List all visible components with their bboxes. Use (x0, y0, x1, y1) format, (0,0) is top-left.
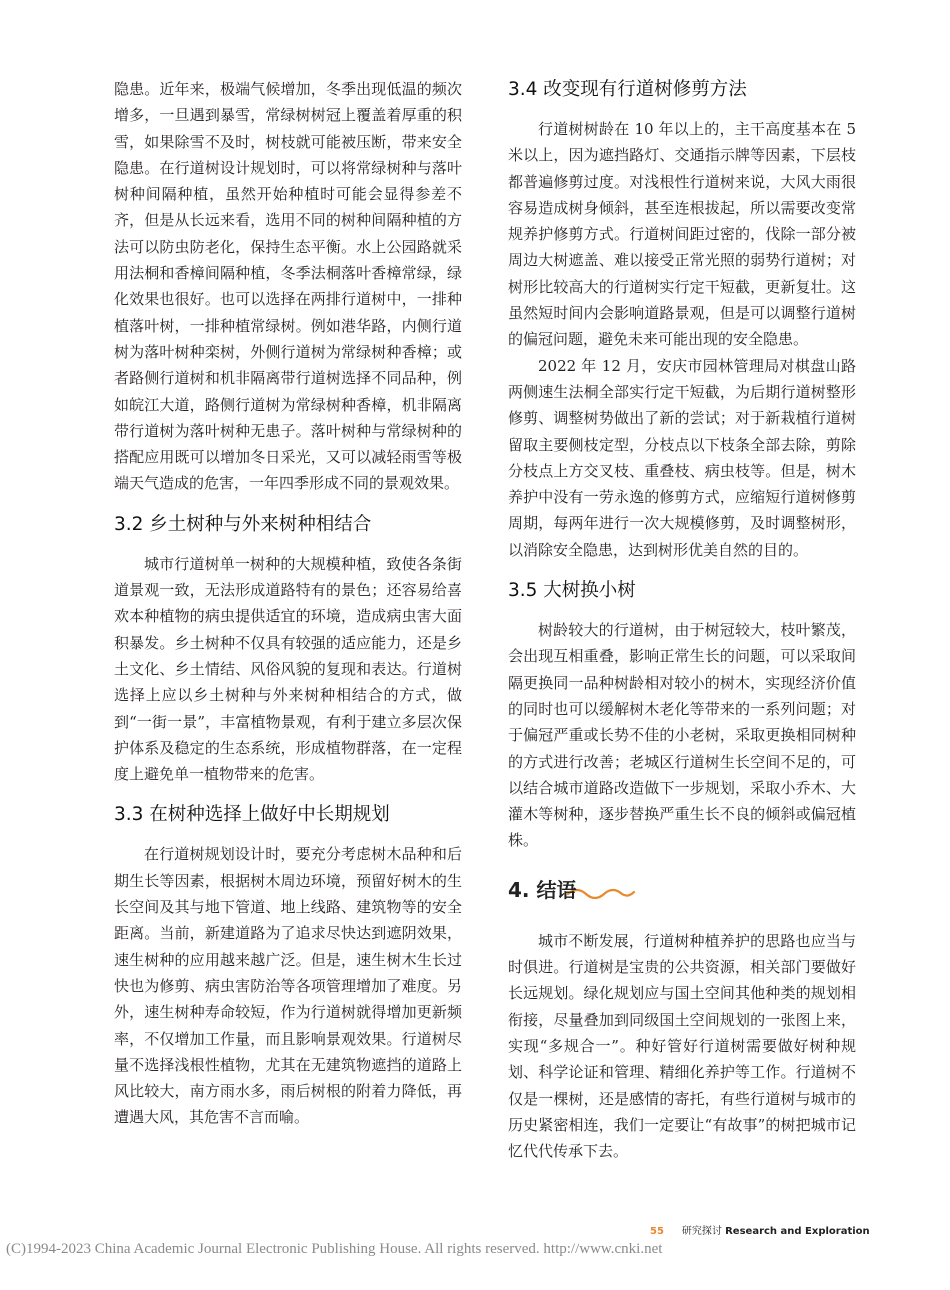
wave-decoration-icon (566, 884, 636, 902)
page-footer (650, 1222, 870, 1237)
left-column (114, 76, 462, 1131)
page-number: 55 (650, 1226, 664, 1237)
heading-3-5: 3.5 大树换小树 (508, 580, 636, 602)
paragraph-3-5: 树龄较大的行道树，由于树冠较大，枝叶繁茂，会出现互相重叠，影响正常生长的问题，可以采取间隔更换同一品种树龄相对较小的树木，实现经济价值的同时也可以缓解树木老化等带来的一系列问题；对于偏冠严重或长势不佳的小老树，采取更换相同树种的方式进行改善；老城区行道树生长空间不足的，可以结合城市道路改造做下一步规划，采取小乔木、大灌木等树种，逐步替换严重生长不良的倾斜或偏冠植株。 (508, 621, 856, 850)
paragraph-3-4a: 行道树树龄在 10 年以上的，主干高度基本在 5 米以上，因为遮挡路灯、交通指示牌等因素，下层枝都普遍修剪过度。对浅根性行道树来说，大风大雨很容易造成树身倾斜，甚至连根拔起，所以需要改变常规养护修剪方式。行道树间距过密的，伐除一部分被周边大树遮盖、难以接受正常光照的弱势行道树；对树形比较高大的行道树实行定干短截，更新复壮。这虽然短时间内会影响道路景观，但是可以调整行道树的偏冠问题，避免未来可能出现的安全隐患。 (508, 120, 856, 349)
section-name-cn: 研究探讨 (681, 1226, 722, 1237)
copyright-watermark: (C)1994-2023 China Academic Journal Electronic Publishing House. All rights reserved. http://www.cnki.net (6, 1241, 663, 1257)
paragraph-4: 城市不断发展，行道树种植养护的思路也应当与时俱进。行道树是宝贵的公共资源，相关部门要做好长远规划。绿化规划应与国土空间其他种类的规划相衔接，尽量叠加到同级国土空间规划的一张图上来，实现“多规合一”。种好管好行道树需要做好树种规划、科学论证和管理、精细化养护等工作。行道树不仅是一棵树，还是感情的寄托，有些行道树与城市的历史紧密相连，我们一定要让“有故事”的树把城市记忆代代传承下去。 (508, 931, 856, 1161)
paragraph-3-3: 在行道树规划设计时，要充分考虑树木品种和后期生长等因素，根据树木周边环境，预留好树木的生长空间及其与地下管道、地上线路、建筑物等的安全距离。当前，新建道路为了追求尽快达到遮阴效果，速生树种的应用越来越广泛。但是，速生树木生长过快也为修剪、病虫害防治等各项管理增加了难度。另外，速生树种寿命较短，作为行道树就得增加更新频率，不仅增加工作量，而且影响景观效果。行道树尽量不选择浅根性植物，尤其在无建筑物遮挡的道路上风比较大，南方雨水多，雨后树根的附着力降低，再遭遇大风，其危害不言而喻。 (114, 845, 462, 1127)
heading-3-3: 3.3 在树种选择上做好中长期规划 (114, 804, 390, 826)
paragraph-3-2: 城市行道树单一树种的大规模种植，致使各条街道景观一致，无法形成道路特有的景色；还容易给喜欢本种植物的病虫提供适宜的环境，造成病虫害大面积暴发。乡土树种不仅具有较强的适应能力，还是乡土文化、乡土情结、风俗风貌的复现和表达。行道树选择上应以乡土树种与外来树种相结合的方式，做到“一街一景”，丰富植物景观，有利于建立多层次保护体系及稳定的生态系统，形成植物群落，在一定程度上避免单一植物带来的危害。 (114, 554, 462, 784)
heading-3-4: 3.4 改变现有行道树修剪方法 (508, 79, 747, 100)
paragraph-intro: 隐患。近年来，极端气候增加，冬季出现低温的频次增多，一旦遇到暴雪，常绿树树冠上覆盖着厚重的积雪，如果除雪不及时，树枝就可能被压断，带来安全隐患。在行道树设计规划时，可以将常绿树种与落叶树种间隔种植，虽然开始种植时可能会显得参差不齐，但是从长远来看，选用不同的树种间隔种植的方法可以防虫防老化，保持生态平衡。水上公园路就采用法桐和香樟间隔种植，冬季法桐落叶香樟常绿，绿化效果也很好。也可以选择在两排行道树中，一排种植落叶树，一排种植常绿树。例如港华路，内侧行道树为落叶树种栾树，外侧行道树为常绿树种香樟；或者路侧行道树和机非隔离带行道树选择不同品种，例如皖江大道，路侧行道树为常绿树种香樟，机非隔离带行道树为落叶树种无患子。落叶树种与常绿树种的搭配应用既可以增加冬日采光，又可以减轻雨雪等极端天气造成的危害，一年四季形成不同的景观效果。 (114, 80, 462, 493)
conclusion-heading-text: 4. 结语 (508, 877, 577, 902)
right-column (508, 76, 856, 1164)
section-name-en: Research and Exploration (725, 1226, 870, 1237)
conclusion-heading (508, 872, 856, 908)
heading-3-2: 3.2 乡土树种与外来树种相结合 (114, 513, 372, 535)
paragraph-3-4b: 2022 年 12 月，安庆市园林管理局对棋盘山路两侧速生法桐全部实行定干短截，为后期行道树整形修剪、调整树势做出了新的尝试；对于新栽植行道树留取主要侧枝定型，分枝点以下枝条全部去除，剪除分枝点上方交叉枝、重叠枝、病虫枝等。但是，树木养护中没有一劳永逸的修剪方式，应缩短行道树修剪周期，每两年进行一次大规模修剪，及时调整树形，以消除安全隐患，达到树形优美自然的目的。 (508, 356, 856, 559)
